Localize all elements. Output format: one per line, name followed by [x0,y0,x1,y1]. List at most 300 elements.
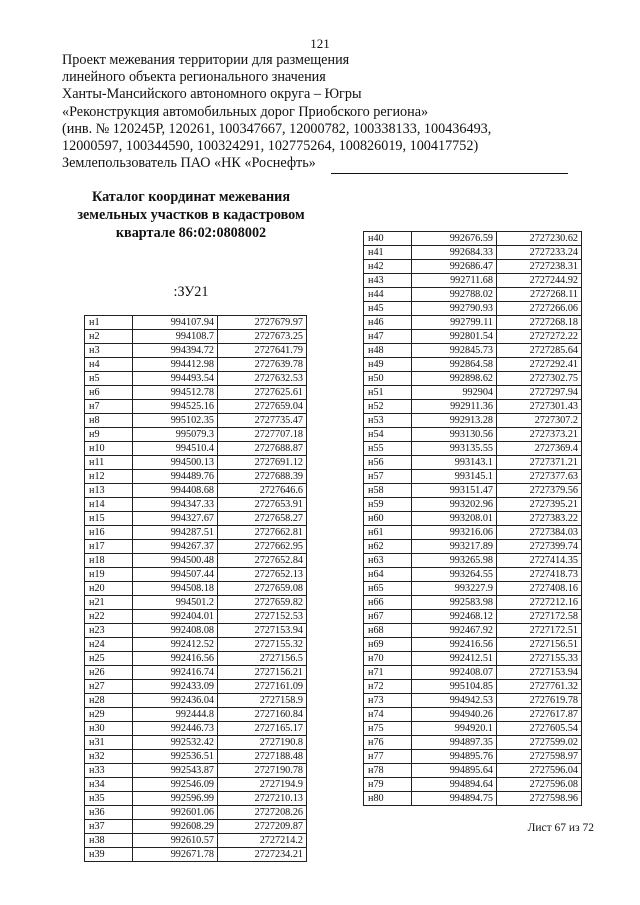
x-coordinate-cell: 993135.55 [412,442,497,456]
point-name-cell: н61 [364,526,412,540]
x-coordinate-cell: 992404.01 [133,610,218,624]
table-row [85,806,307,820]
x-coordinate-cell: 992408.07 [412,666,497,680]
table-row [85,694,307,708]
x-coordinate-cell: 993264.55 [412,568,497,582]
point-name-cell: н71 [364,666,412,680]
point-name-cell: н55 [364,442,412,456]
point-name-cell: н38 [85,834,133,848]
point-name-cell: н69 [364,638,412,652]
table-row [85,372,307,386]
table-row [364,316,582,330]
x-coordinate-cell: 992608.29 [133,820,218,834]
point-name-cell: н29 [85,708,133,722]
table-row [85,722,307,736]
y-coordinate-cell: 2727238.31 [497,260,582,274]
table-row [364,386,582,400]
table-row [85,638,307,652]
x-coordinate-cell: 992468.12 [412,610,497,624]
x-coordinate-cell: 992904 [412,386,497,400]
point-name-cell: н30 [85,722,133,736]
point-name-cell: н26 [85,666,133,680]
point-name-cell: н52 [364,400,412,414]
point-name-cell: н24 [85,638,133,652]
table-row [364,666,582,680]
y-coordinate-cell: 2727266.06 [497,302,582,316]
point-name-cell: н47 [364,330,412,344]
point-name-cell: н8 [85,414,133,428]
catalog-title-line: Каталог координат межевания [91,189,290,205]
y-coordinate-cell: 2727307.2 [497,414,582,428]
y-coordinate-cell: 2727369.4 [497,442,582,456]
y-coordinate-cell: 2727214.2 [218,834,307,848]
y-coordinate-cell: 2727707.18 [218,428,307,442]
x-coordinate-cell: 994489.76 [133,470,218,484]
x-coordinate-cell: 992416.56 [133,652,218,666]
table-row [85,708,307,722]
y-coordinate-cell: 2727212.16 [497,596,582,610]
point-name-cell: н33 [85,764,133,778]
y-coordinate-cell: 2727190.78 [218,764,307,778]
point-name-cell: н16 [85,526,133,540]
table-row [85,554,307,568]
point-name-cell: н64 [364,568,412,582]
x-coordinate-cell: 992583.98 [412,596,497,610]
table-row [85,316,307,330]
y-coordinate-cell: 2727230.62 [497,232,582,246]
y-coordinate-cell: 2727373.21 [497,428,582,442]
x-coordinate-cell: 992546.09 [133,778,218,792]
x-coordinate-cell: 992610.57 [133,834,218,848]
y-coordinate-cell: 2727209.87 [218,820,307,834]
y-coordinate-cell: 2727625.61 [218,386,307,400]
point-name-cell: н73 [364,694,412,708]
point-name-cell: н4 [85,358,133,372]
x-coordinate-cell: 994940.26 [412,708,497,722]
table-row [364,722,582,736]
y-coordinate-cell: 2727161.09 [218,680,307,694]
point-name-cell: н54 [364,428,412,442]
point-name-cell: н45 [364,302,412,316]
y-coordinate-cell: 2727598.96 [497,792,582,806]
point-name-cell: н27 [85,680,133,694]
table-row [85,442,307,456]
y-coordinate-cell: 2727268.18 [497,316,582,330]
point-name-cell: н44 [364,288,412,302]
y-coordinate-cell: 2727646.6 [218,484,307,498]
header-line: 12000597, 100344590, 100324291, 102775264, 100826019, 100417752) [62,138,479,155]
table-row [85,540,307,554]
x-coordinate-cell: 994510.4 [133,442,218,456]
y-coordinate-cell: 2727160.84 [218,708,307,722]
point-name-cell: н76 [364,736,412,750]
y-coordinate-cell: 2727596.08 [497,778,582,792]
point-name-cell: н13 [85,484,133,498]
table-row [85,470,307,484]
x-coordinate-cell: 993208.01 [412,512,497,526]
table-row [364,358,582,372]
table-row [85,792,307,806]
header-line: линейного объекта регионального значения [62,69,326,86]
table-row [364,260,582,274]
point-name-cell: н15 [85,512,133,526]
y-coordinate-cell: 2727414.35 [497,554,582,568]
x-coordinate-cell: 994347.33 [133,498,218,512]
table-row [85,666,307,680]
plot-label: :ЗУ21 [173,284,209,300]
point-name-cell: н28 [85,694,133,708]
table-row [85,330,307,344]
table-row [364,540,582,554]
table-row [364,554,582,568]
x-coordinate-cell: 992408.08 [133,624,218,638]
x-coordinate-cell: 994508.18 [133,582,218,596]
y-coordinate-cell: 2727379.56 [497,484,582,498]
table-row [364,498,582,512]
table-row [364,246,582,260]
y-coordinate-cell: 2727596.04 [497,764,582,778]
y-coordinate-cell: 2727194.9 [218,778,307,792]
table-row [85,764,307,778]
table-row [85,680,307,694]
y-coordinate-cell: 2727662.95 [218,540,307,554]
table-row [364,428,582,442]
table-row [85,778,307,792]
table-row [85,400,307,414]
point-name-cell: н65 [364,582,412,596]
table-row [364,694,582,708]
point-name-cell: н51 [364,386,412,400]
point-name-cell: н77 [364,750,412,764]
point-name-cell: н42 [364,260,412,274]
catalog-title-line: квартале 86:02:0808002 [115,225,267,241]
y-coordinate-cell: 2727598.97 [497,750,582,764]
table-row [364,232,582,246]
table-row [364,596,582,610]
point-name-cell: н46 [364,316,412,330]
x-coordinate-cell: 992790.93 [412,302,497,316]
x-coordinate-cell: 992799.11 [412,316,497,330]
x-coordinate-cell: 994493.54 [133,372,218,386]
x-coordinate-cell: 994525.16 [133,400,218,414]
y-coordinate-cell: 2727761.32 [497,680,582,694]
y-coordinate-cell: 2727152.53 [218,610,307,624]
y-coordinate-cell: 2727658.27 [218,512,307,526]
x-coordinate-cell: 992467.92 [412,624,497,638]
table-row [85,498,307,512]
y-coordinate-cell: 2727679.97 [218,316,307,330]
point-name-cell: н22 [85,610,133,624]
x-coordinate-cell: 993227.9 [412,582,497,596]
table-row [85,582,307,596]
x-coordinate-cell: 992864.58 [412,358,497,372]
table-row [364,792,582,806]
x-coordinate-cell: 992671.78 [133,848,218,862]
y-coordinate-cell: 2727399.74 [497,540,582,554]
x-coordinate-cell: 994512.78 [133,386,218,400]
table-row [85,526,307,540]
point-name-cell: н68 [364,624,412,638]
x-coordinate-cell: 994267.37 [133,540,218,554]
table-row [364,456,582,470]
y-coordinate-cell: 2727155.33 [497,652,582,666]
x-coordinate-cell: 994920.1 [412,722,497,736]
point-name-cell: н60 [364,512,412,526]
table-row [85,568,307,582]
y-coordinate-cell: 2727735.47 [218,414,307,428]
x-coordinate-cell: 992686.47 [412,260,497,274]
point-name-cell: н75 [364,722,412,736]
point-name-cell: н14 [85,498,133,512]
y-coordinate-cell: 2727659.82 [218,596,307,610]
y-coordinate-cell: 2727234.21 [218,848,307,862]
y-coordinate-cell: 2727639.78 [218,358,307,372]
point-name-cell: н57 [364,470,412,484]
y-coordinate-cell: 2727268.11 [497,288,582,302]
point-name-cell: н41 [364,246,412,260]
table-row [85,820,307,834]
point-name-cell: н21 [85,596,133,610]
y-coordinate-cell: 2727617.87 [497,708,582,722]
point-name-cell: н63 [364,554,412,568]
point-name-cell: н2 [85,330,133,344]
table-row [364,638,582,652]
y-coordinate-cell: 2727190.8 [218,736,307,750]
point-name-cell: н25 [85,652,133,666]
header-line: «Реконструкция автомобильных дорог Приобского региона» [62,103,429,120]
y-coordinate-cell: 2727233.24 [497,246,582,260]
point-name-cell: н34 [85,778,133,792]
x-coordinate-cell: 994500.48 [133,554,218,568]
table-row [364,652,582,666]
table-row [364,288,582,302]
x-coordinate-cell: 992416.56 [412,638,497,652]
point-name-cell: н6 [85,386,133,400]
catalog-title-line: земельных участков в кадастровом [77,207,305,223]
y-coordinate-cell: 2727210.13 [218,792,307,806]
y-coordinate-cell: 2727659.08 [218,582,307,596]
table-row [85,736,307,750]
table-row [364,274,582,288]
point-name-cell: н72 [364,680,412,694]
x-coordinate-cell: 992801.54 [412,330,497,344]
x-coordinate-cell: 994507.44 [133,568,218,582]
x-coordinate-cell: 995079.3 [133,428,218,442]
point-name-cell: н12 [85,470,133,484]
x-coordinate-cell: 994412.98 [133,358,218,372]
x-coordinate-cell: 994894.75 [412,792,497,806]
x-coordinate-cell: 993217.89 [412,540,497,554]
table-row [85,358,307,372]
table-row [85,610,307,624]
point-name-cell: н3 [85,344,133,358]
x-coordinate-cell: 992913.28 [412,414,497,428]
table-row [85,386,307,400]
catalog-title [62,188,320,242]
table-row [85,484,307,498]
y-coordinate-cell: 2727156.5 [218,652,307,666]
table-row [364,470,582,484]
header-underline [331,173,568,174]
table-row [364,344,582,358]
coordinates-table-right [363,231,582,806]
x-coordinate-cell: 992444.8 [133,708,218,722]
table-row [85,512,307,526]
point-name-cell: н43 [364,274,412,288]
x-coordinate-cell: 994108.7 [133,330,218,344]
y-coordinate-cell: 2727599.02 [497,736,582,750]
y-coordinate-cell: 2727172.51 [497,624,582,638]
point-name-cell: н5 [85,372,133,386]
x-coordinate-cell: 992911.36 [412,400,497,414]
table-row [364,764,582,778]
point-name-cell: н50 [364,372,412,386]
point-name-cell: н53 [364,414,412,428]
x-coordinate-cell: 992676.59 [412,232,497,246]
point-name-cell: н9 [85,428,133,442]
y-coordinate-cell: 2727153.94 [497,666,582,680]
table-row [364,778,582,792]
y-coordinate-cell: 2727285.64 [497,344,582,358]
point-name-cell: н67 [364,610,412,624]
table-row [85,750,307,764]
x-coordinate-cell: 994408.68 [133,484,218,498]
sheet-counter: Лист 67 из 72 [527,822,594,834]
x-coordinate-cell: 993216.06 [412,526,497,540]
table-row [364,442,582,456]
table-row [85,414,307,428]
table-row [364,750,582,764]
table-row [364,582,582,596]
table-row [85,344,307,358]
point-name-cell: н58 [364,484,412,498]
header-line: (инв. № 120245Р, 120261, 100347667, 12000782, 100338133, 100436493, [62,120,492,137]
table-row [364,624,582,638]
x-coordinate-cell: 992788.02 [412,288,497,302]
x-coordinate-cell: 992711.68 [412,274,497,288]
point-name-cell: н80 [364,792,412,806]
y-coordinate-cell: 2727652.13 [218,568,307,582]
y-coordinate-cell: 2727156.21 [218,666,307,680]
y-coordinate-cell: 2727652.84 [218,554,307,568]
table-row [364,736,582,750]
point-name-cell: н40 [364,232,412,246]
x-coordinate-cell: 992412.51 [412,652,497,666]
y-coordinate-cell: 2727292.41 [497,358,582,372]
x-coordinate-cell: 992536.51 [133,750,218,764]
y-coordinate-cell: 2727153.94 [218,624,307,638]
y-coordinate-cell: 2727272.22 [497,330,582,344]
y-coordinate-cell: 2727165.17 [218,722,307,736]
point-name-cell: н62 [364,540,412,554]
y-coordinate-cell: 2727208.26 [218,806,307,820]
header-line: Проект межевания территории для размещения [62,52,350,68]
table-row [364,302,582,316]
y-coordinate-cell: 2727662.81 [218,526,307,540]
point-name-cell: н10 [85,442,133,456]
y-coordinate-cell: 2727673.25 [218,330,307,344]
point-name-cell: н49 [364,358,412,372]
y-coordinate-cell: 2727377.63 [497,470,582,484]
y-coordinate-cell: 2727155.32 [218,638,307,652]
x-coordinate-cell: 994894.64 [412,778,497,792]
x-coordinate-cell: 993151.47 [412,484,497,498]
y-coordinate-cell: 2727418.73 [497,568,582,582]
y-coordinate-cell: 2727691.12 [218,456,307,470]
point-name-cell: н20 [85,582,133,596]
y-coordinate-cell: 2727688.87 [218,442,307,456]
x-coordinate-cell: 992446.73 [133,722,218,736]
table-row [364,372,582,386]
table-row [85,428,307,442]
point-name-cell: н36 [85,806,133,820]
y-coordinate-cell: 2727302.75 [497,372,582,386]
point-name-cell: н18 [85,554,133,568]
x-coordinate-cell: 994107.94 [133,316,218,330]
table-row [85,652,307,666]
y-coordinate-cell: 2727688.39 [218,470,307,484]
point-name-cell: н78 [364,764,412,778]
x-coordinate-cell: 993130.56 [412,428,497,442]
y-coordinate-cell: 2727172.58 [497,610,582,624]
x-coordinate-cell: 993265.98 [412,554,497,568]
x-coordinate-cell: 994942.53 [412,694,497,708]
y-coordinate-cell: 2727156.51 [497,638,582,652]
table-row [85,834,307,848]
y-coordinate-cell: 2727641.79 [218,344,307,358]
point-name-cell: н70 [364,652,412,666]
y-coordinate-cell: 2727371.21 [497,456,582,470]
y-coordinate-cell: 2727158.9 [218,694,307,708]
y-coordinate-cell: 2727408.16 [497,582,582,596]
y-coordinate-cell: 2727619.78 [497,694,582,708]
point-name-cell: н59 [364,498,412,512]
x-coordinate-cell: 994500.13 [133,456,218,470]
table-row [364,526,582,540]
y-coordinate-cell: 2727653.91 [218,498,307,512]
table-row [85,456,307,470]
y-coordinate-cell: 2727632.53 [218,372,307,386]
x-coordinate-cell: 995104.85 [412,680,497,694]
y-coordinate-cell: 2727659.04 [218,400,307,414]
point-name-cell: н7 [85,400,133,414]
x-coordinate-cell: 992684.33 [412,246,497,260]
x-coordinate-cell: 994895.76 [412,750,497,764]
x-coordinate-cell: 992433.09 [133,680,218,694]
point-name-cell: н19 [85,568,133,582]
point-name-cell: н35 [85,792,133,806]
x-coordinate-cell: 994895.64 [412,764,497,778]
x-coordinate-cell: 995102.35 [133,414,218,428]
table-row [364,708,582,722]
table-row [364,680,582,694]
point-name-cell: н11 [85,456,133,470]
x-coordinate-cell: 993143.1 [412,456,497,470]
point-name-cell: н32 [85,750,133,764]
document-header [62,52,582,172]
x-coordinate-cell: 992543.87 [133,764,218,778]
point-name-cell: н74 [364,708,412,722]
table-row [364,400,582,414]
x-coordinate-cell: 993145.1 [412,470,497,484]
point-name-cell: н48 [364,344,412,358]
x-coordinate-cell: 992898.62 [412,372,497,386]
page-number: 121 [310,36,330,51]
table-row [364,484,582,498]
x-coordinate-cell: 992416.74 [133,666,218,680]
table-row [364,512,582,526]
x-coordinate-cell: 992532.42 [133,736,218,750]
